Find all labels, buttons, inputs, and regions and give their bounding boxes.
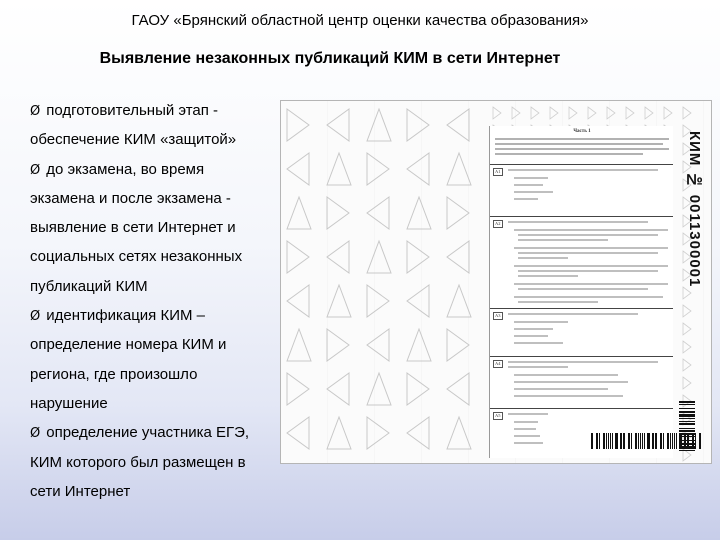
bullet-line xyxy=(30,272,275,301)
bullet-text: региона, где произошло xyxy=(30,365,198,383)
bullet-text: КИМ которого был размещен в xyxy=(30,453,246,471)
bullet-line xyxy=(30,301,275,330)
bullet-line xyxy=(30,389,275,418)
bullet-text: выявление в сети Интернет и xyxy=(30,219,236,237)
slide-title: Выявление незаконных публикаций КИМ в сети Интернет xyxy=(99,50,561,67)
question-number: A1 xyxy=(495,169,501,174)
bullet-text: до экзамена, во время xyxy=(46,160,205,178)
question-number: A3 xyxy=(495,313,501,318)
bullet-line xyxy=(30,155,275,184)
bullet-line xyxy=(30,330,275,359)
bullet-line xyxy=(30,477,275,506)
horizontal-barcode-icon xyxy=(591,433,701,455)
arrow-bullet-icon: Ø xyxy=(30,426,41,442)
bullet-text: определение участника ЕГЭ, xyxy=(46,424,250,442)
bullet-line xyxy=(30,125,275,154)
question-number: A5 xyxy=(495,413,501,418)
bullet-text: обеспечение КИМ «защитой» xyxy=(30,131,237,149)
bullet-text: публикаций КИМ xyxy=(30,277,148,295)
question-number: A2 xyxy=(495,221,501,226)
kim-form-page xyxy=(489,126,673,458)
bullet-line xyxy=(30,448,275,477)
kim-number: КИМ № 0011300001 xyxy=(686,131,703,288)
question-block xyxy=(493,360,671,404)
bullet-text: определение номера КИМ и xyxy=(30,336,227,354)
question-block xyxy=(493,168,671,208)
bullet-line xyxy=(30,360,275,389)
bullet-line xyxy=(30,213,275,242)
bullet-text: идентификация КИМ – xyxy=(46,307,205,325)
bullet-line xyxy=(30,242,275,271)
bullet-line xyxy=(30,96,275,125)
arrow-bullet-icon: Ø xyxy=(30,162,41,178)
question-block xyxy=(493,220,671,306)
arrow-bullet-icon: Ø xyxy=(30,309,41,325)
instructions-scribble xyxy=(493,136,671,163)
question-number: A4 xyxy=(495,361,501,366)
bullet-line xyxy=(30,418,275,447)
bullet-text: экзамена и после экзамена - xyxy=(30,189,231,207)
arrow-bullet-icon: Ø xyxy=(30,104,41,119)
kim-document-image xyxy=(280,100,712,464)
bullet-text: подготовительный этап - xyxy=(46,102,219,119)
part-title: Часть 1 xyxy=(573,129,591,134)
bullet-text: нарушение xyxy=(30,394,108,412)
organization-header: ГАОУ «Брянский областной центр оценки качества образования» xyxy=(131,12,589,29)
bullet-list xyxy=(30,96,275,506)
bullet-text: социальных сетях незаконных xyxy=(30,248,243,266)
bullet-line xyxy=(30,184,275,213)
bullet-text: сети Интернет xyxy=(30,482,131,500)
question-block xyxy=(493,312,671,352)
